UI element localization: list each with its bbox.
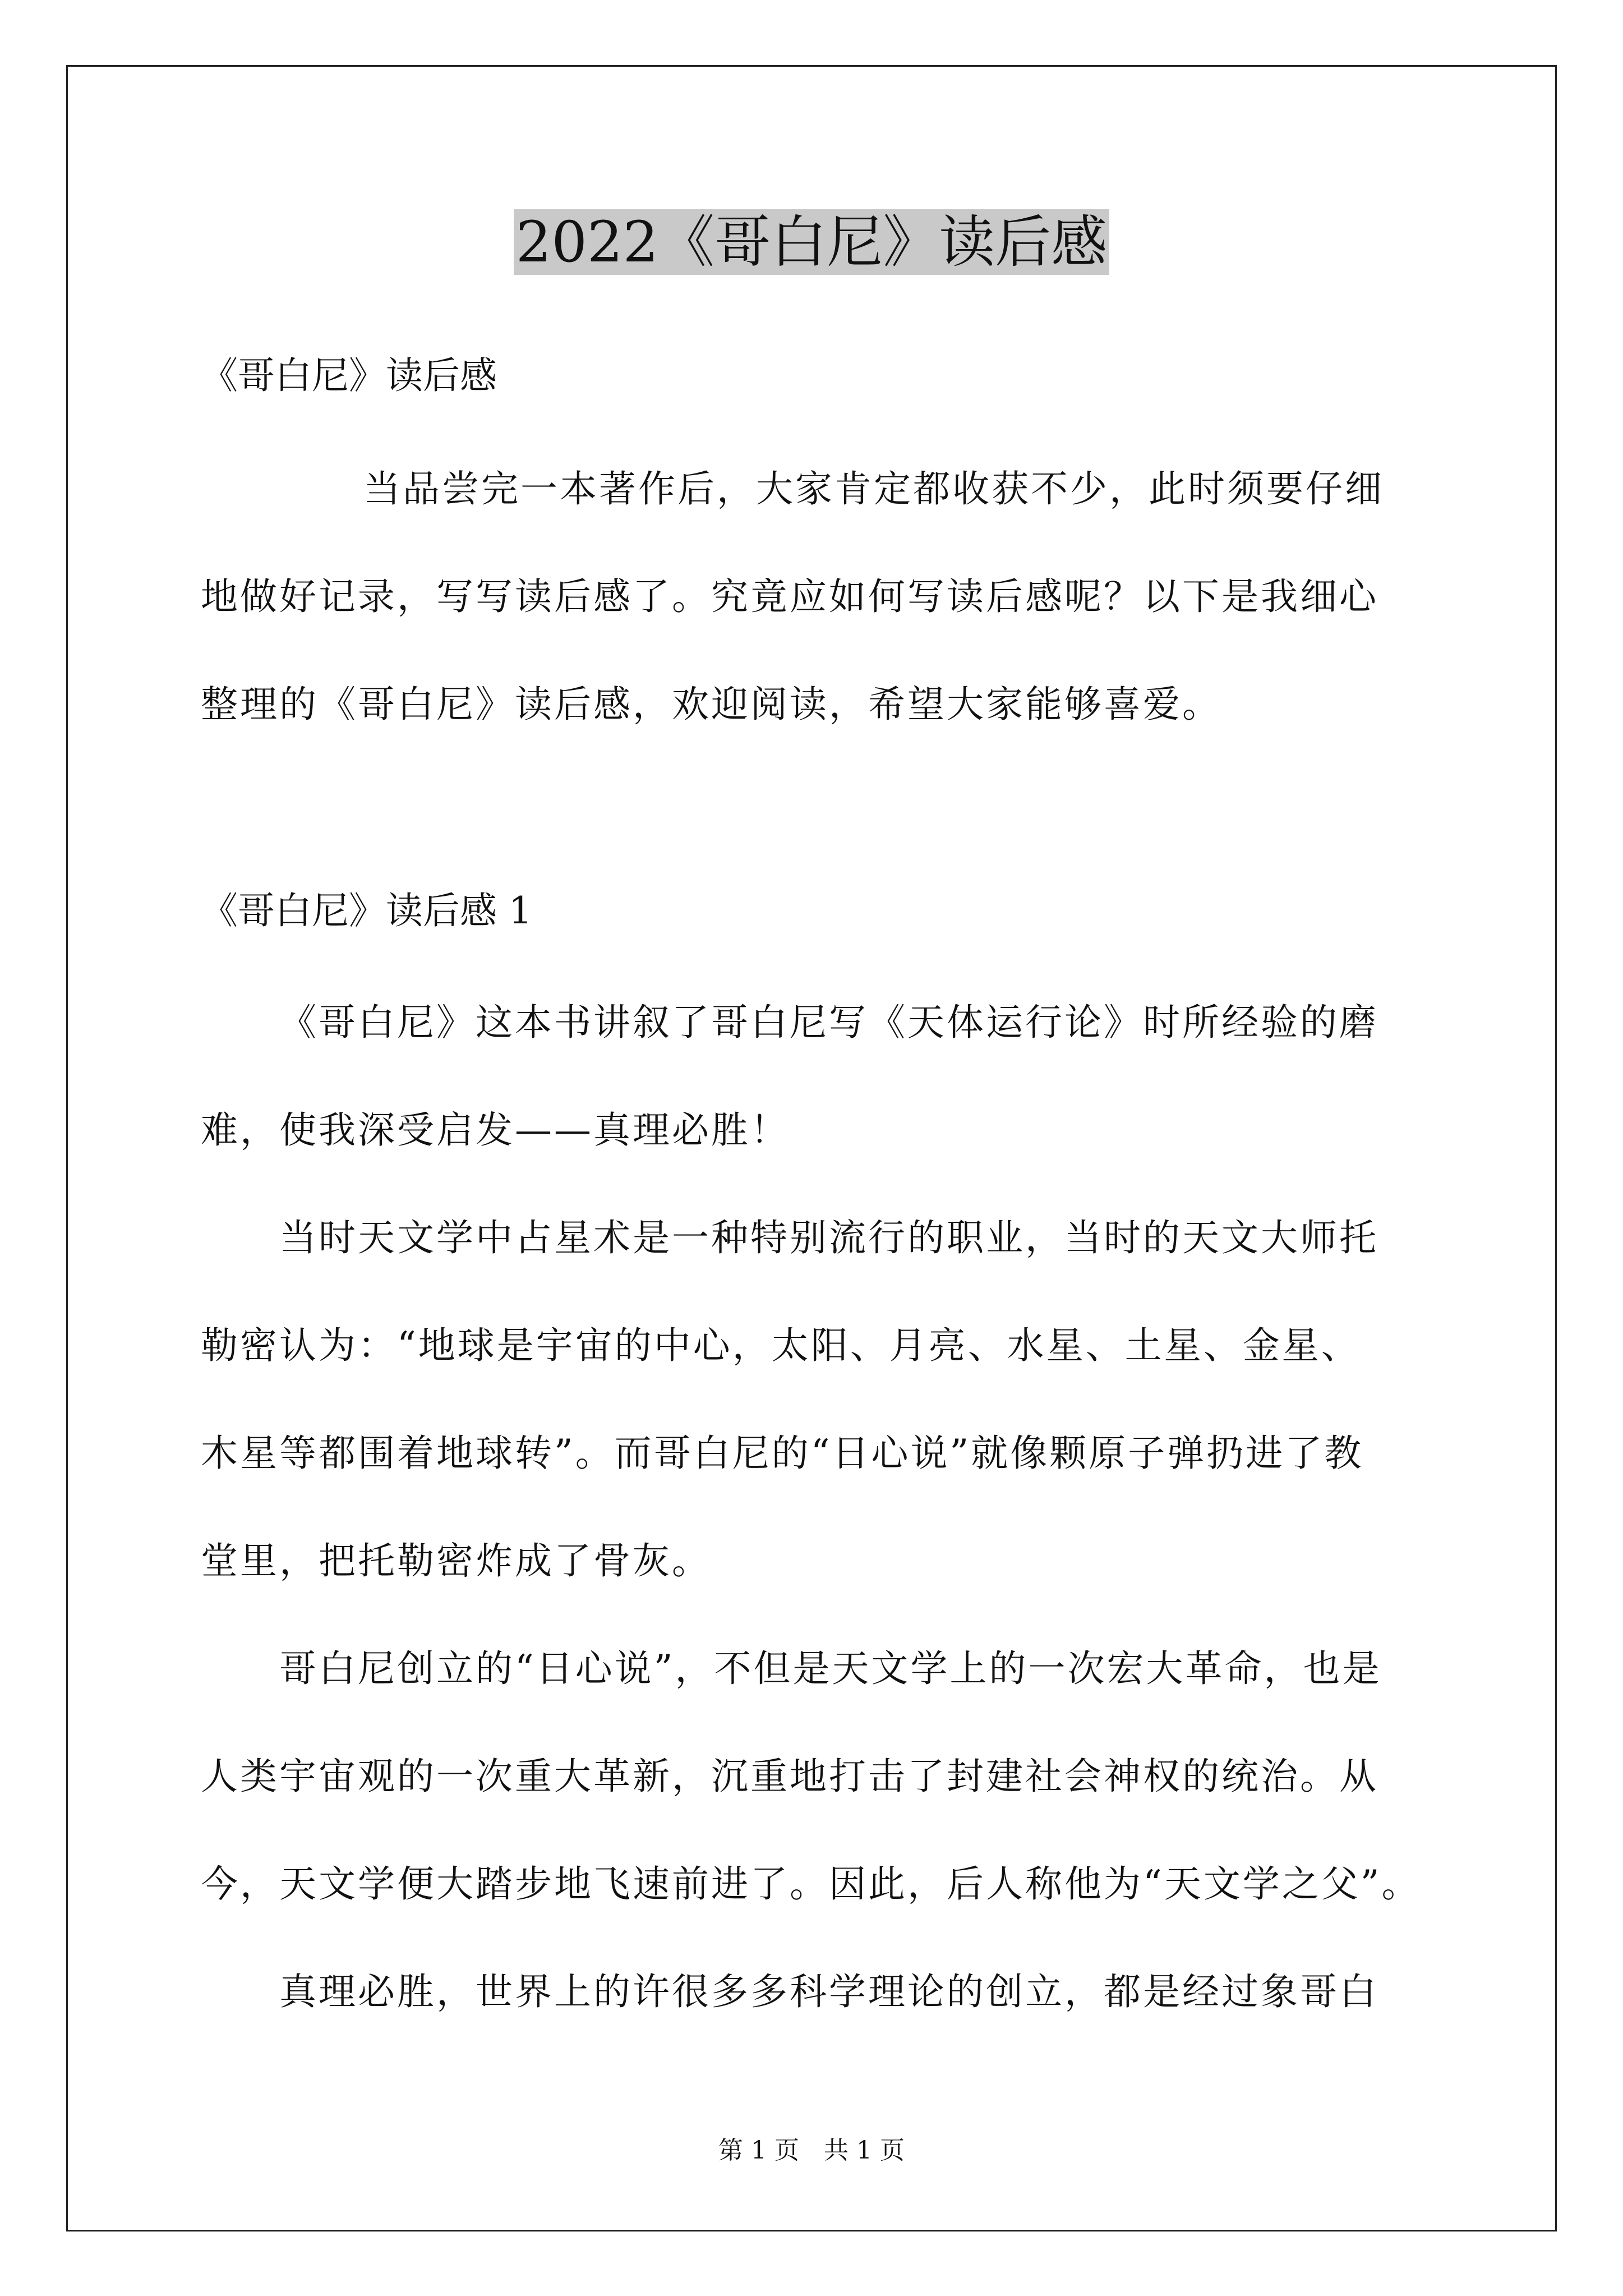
paragraph-2-line-4: 堂里，把托勒密炸成了骨灰。 — [201, 1539, 711, 1582]
body-paragraph-4 — [201, 1938, 1479, 2046]
paragraph-3-line-1: 哥白尼创立的“日心说”，不但是天文学上的一次宏大革命，也是 — [279, 1647, 1382, 1690]
document-subtitle: 《哥白尼》读后感 — [201, 354, 497, 397]
paragraph-3-line-3: 今，天文学便大踏步地飞速前进了。因此，后人称他为“天文学之父”。 — [201, 1862, 1421, 1906]
paragraph-2-line-3: 木星等都围着地球转”。而哥白尼的“日心说”就像颗原子弹扔进了教 — [201, 1432, 1364, 1475]
document-title-text: 2022《哥白尼》读后感 — [514, 209, 1110, 275]
paragraph-3-line-2: 人类宇宙观的一次重大革新，沉重地打击了封建社会神权的统治。从 — [201, 1755, 1378, 1798]
body-paragraph-2 — [201, 1184, 1479, 1615]
document-title — [0, 203, 1623, 282]
intro-line-3: 整理的《哥白尼》读后感，欢迎阅读，希望大家能够喜爱。 — [201, 683, 1221, 726]
intro-line-2: 地做好记录，写写读后感了。究竟应如何写读后感呢？以下是我细心 — [201, 575, 1378, 618]
paragraph-1-line-2: 难，使我深受启发——真理必胜！ — [201, 1108, 790, 1152]
intro-paragraph — [201, 435, 1479, 758]
intro-line-1: 当品尝完一本著作后，大家肯定都收获不少，此时须要仔细 — [363, 467, 1384, 510]
paragraph-2-line-1: 当时天文学中占星术是一种特别流行的职业，当时的天文大师托 — [279, 1216, 1378, 1259]
paragraph-4-line-1: 真理必胜，世界上的许很多多科学理论的创立，都是经过象哥白 — [279, 1970, 1378, 2013]
section-heading: 《哥白尼》读后感 1 — [201, 889, 532, 932]
paragraph-1-line-1: 《哥白尼》这本书讲叙了哥白尼写《天体运行论》时所经验的磨 — [279, 1001, 1378, 1044]
body-paragraph-3 — [201, 1615, 1479, 1938]
paragraph-2-line-2: 勒密认为：“地球是宇宙的中心，太阳、月亮、水星、土星、金星、 — [201, 1324, 1361, 1367]
page-footer: 第 1 页 共 1 页 — [718, 2136, 905, 2165]
body-paragraph-1 — [201, 969, 1479, 1184]
